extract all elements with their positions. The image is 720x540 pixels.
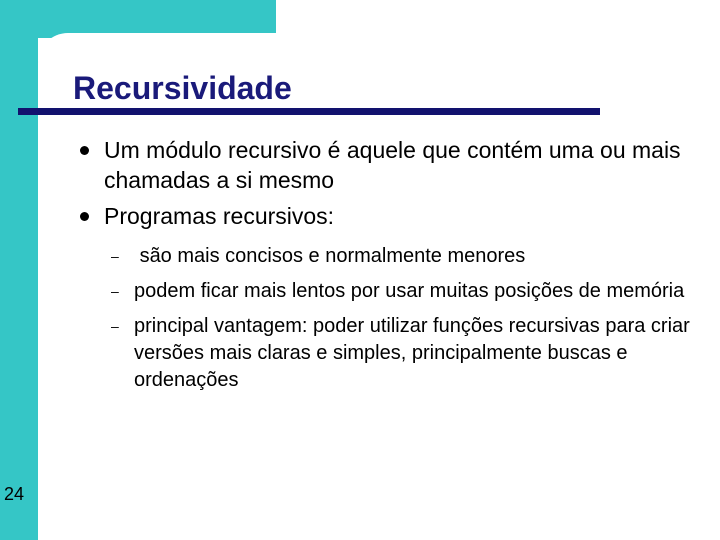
dash-icon: –: [111, 248, 119, 264]
sub-bullet-item: [111, 313, 700, 394]
title-underline: [18, 108, 600, 115]
bullet-dot-icon: [80, 212, 89, 221]
bullet-item: [80, 135, 700, 195]
dash-icon: –: [111, 318, 119, 334]
bullet-dot-icon: [80, 146, 89, 155]
bullet-list: [80, 135, 700, 394]
sub-bullet-item: [111, 278, 700, 305]
page-number: 24: [4, 484, 25, 504]
bullet-text: Programas recursivos:: [104, 203, 335, 229]
sub-bullet-item: [111, 243, 700, 270]
slide-title: Recursividade: [73, 70, 292, 106]
sub-bullet-text: principal vantagem: poder utilizar funções recursivas para criar versões mais claras e simples, principalmente buscas e ordenações: [134, 315, 690, 391]
bullet-text: Um módulo recursivo é aquele que contém uma ou mais chamadas a si mesmo: [104, 137, 681, 193]
teal-band-left: [0, 0, 38, 540]
bullet-item: [80, 201, 700, 231]
sub-bullet-list: [80, 243, 700, 394]
dash-icon: –: [111, 283, 119, 299]
sub-bullet-text: são mais concisos e normalmente menores: [134, 245, 526, 267]
sub-bullet-text: podem ficar mais lentos por usar muitas posições de memória: [134, 280, 685, 302]
